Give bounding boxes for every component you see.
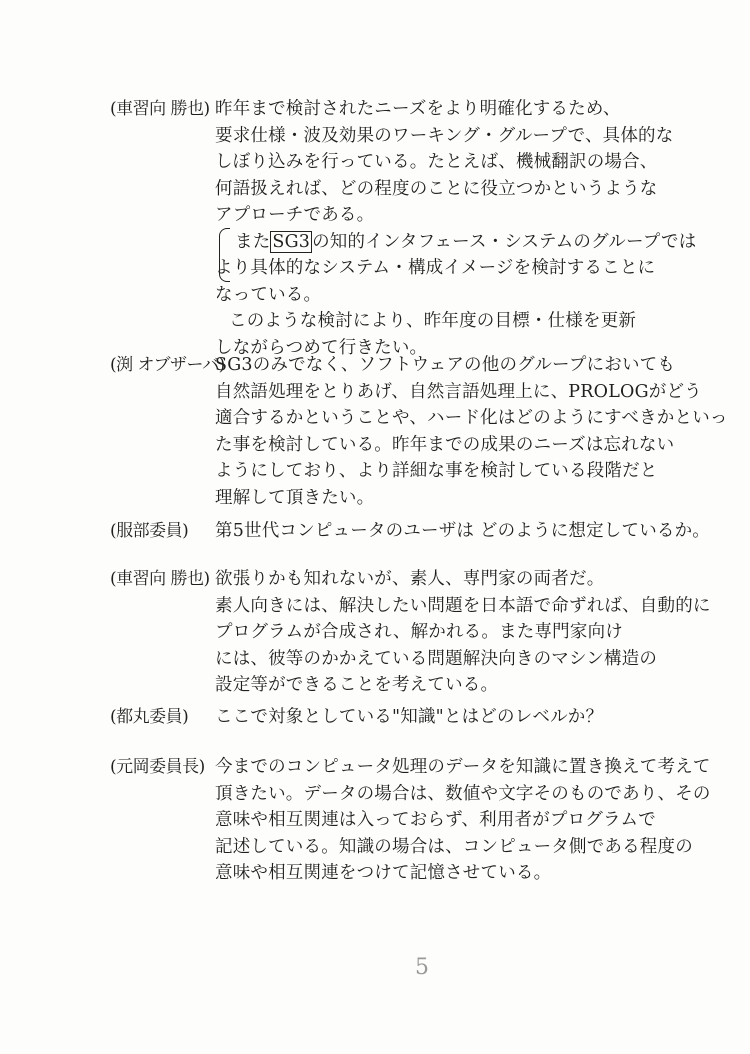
statement-line: 適合するかということや、ハード化はどのようにすべきかといっ bbox=[215, 408, 728, 428]
statement-line: ようにしており、より詳細な事を検討している段階だと bbox=[215, 461, 658, 481]
statement-line: 頂きたい。データの場合は、数値や文字そのものであり、その bbox=[215, 783, 711, 804]
statement-line: 欲張りかも知れないが、素人、専門家の両者だ。 bbox=[215, 569, 605, 589]
statement-line: プログラムが合成され、解かれる。また専門家向け bbox=[215, 622, 623, 642]
statement-line: 理解して頂きたい。 bbox=[215, 487, 375, 508]
statement-text bbox=[215, 704, 695, 731]
statement-line: このような検討により、昨年度の目標・仕様を更新 bbox=[229, 311, 637, 331]
speaker-label: (服部委員) bbox=[110, 521, 189, 541]
statement-line: ここで対象としている"知識"とはどのレベルか？ bbox=[215, 707, 604, 727]
statement-line: 要求仕様・波及効果のワーキング・グループで、具体的な bbox=[215, 125, 674, 146]
statement-line: SG3のみでなく、ソフトウェアの他のグループにおいても bbox=[215, 355, 676, 375]
statement-line: しながらつめて行きたい。 bbox=[215, 337, 428, 358]
statement-line: 意味や相互関連は入っておらず、利用者がプログラムで bbox=[215, 810, 656, 830]
margin-bracket bbox=[219, 228, 230, 282]
speaker-label: (都丸委員) bbox=[110, 707, 189, 727]
statement-line: た事を検討している。昨年までの成果のニーズは忘れない bbox=[215, 434, 675, 455]
statement-text bbox=[215, 518, 710, 545]
speaker-label: (車習向 勝也) bbox=[110, 99, 210, 119]
speaker-label: (渕 オブザーバ) bbox=[110, 355, 225, 375]
statement-text bbox=[215, 566, 711, 699]
statement-line: しぼり込みを行っている。たとえば、機械翻訳の場合、 bbox=[215, 152, 658, 172]
statement-line: 記述している。知識の場合は、コンピュータ側である程度の bbox=[215, 836, 693, 857]
statement-text bbox=[215, 96, 695, 361]
statement-line: 第5世代コンピュータのユーザは どのように想定しているか。 bbox=[215, 521, 710, 541]
statement-line: 自然語処理をとりあげ、自然言語処理上に、PROLOGがどう bbox=[215, 381, 702, 402]
statement-line: 素人向きには、解決したい問題を日本語で命ずれば、自動的に bbox=[215, 595, 711, 616]
statement-line: 何語扱えれば、どの程度のことに役立つかというような bbox=[215, 178, 658, 199]
boxed-term: SG3 bbox=[272, 231, 311, 252]
statement-line: 意味や相互関連をつけて記憶させている。 bbox=[215, 863, 552, 883]
statement-line: より具体的なシステム・構成イメージを検討することに bbox=[215, 258, 656, 278]
statement-text bbox=[215, 754, 711, 887]
page-number: 5 bbox=[415, 955, 429, 980]
statement-text bbox=[215, 352, 728, 511]
statement-line-with-boxed-term: また SG3 の知的インタフェース・システムのグループでは bbox=[235, 231, 697, 252]
statement-line: 設定等ができることを考えている。 bbox=[215, 675, 499, 695]
statement-line: なっている。 bbox=[215, 284, 322, 305]
speaker-label: (元岡委員長) bbox=[110, 757, 205, 777]
statement-line: 昨年まで検討されたニーズをより明確化するため、 bbox=[215, 99, 621, 119]
statement-line: 今までのコンピュータ処理のデータを知識に置き換えて考えて bbox=[215, 757, 711, 777]
statement-line: には、彼等のかかえている問題解決向きのマシン構造の bbox=[215, 648, 658, 669]
speaker-label: (車習向 勝也) bbox=[110, 569, 210, 589]
statement-line: アプローチである。 bbox=[215, 205, 375, 225]
